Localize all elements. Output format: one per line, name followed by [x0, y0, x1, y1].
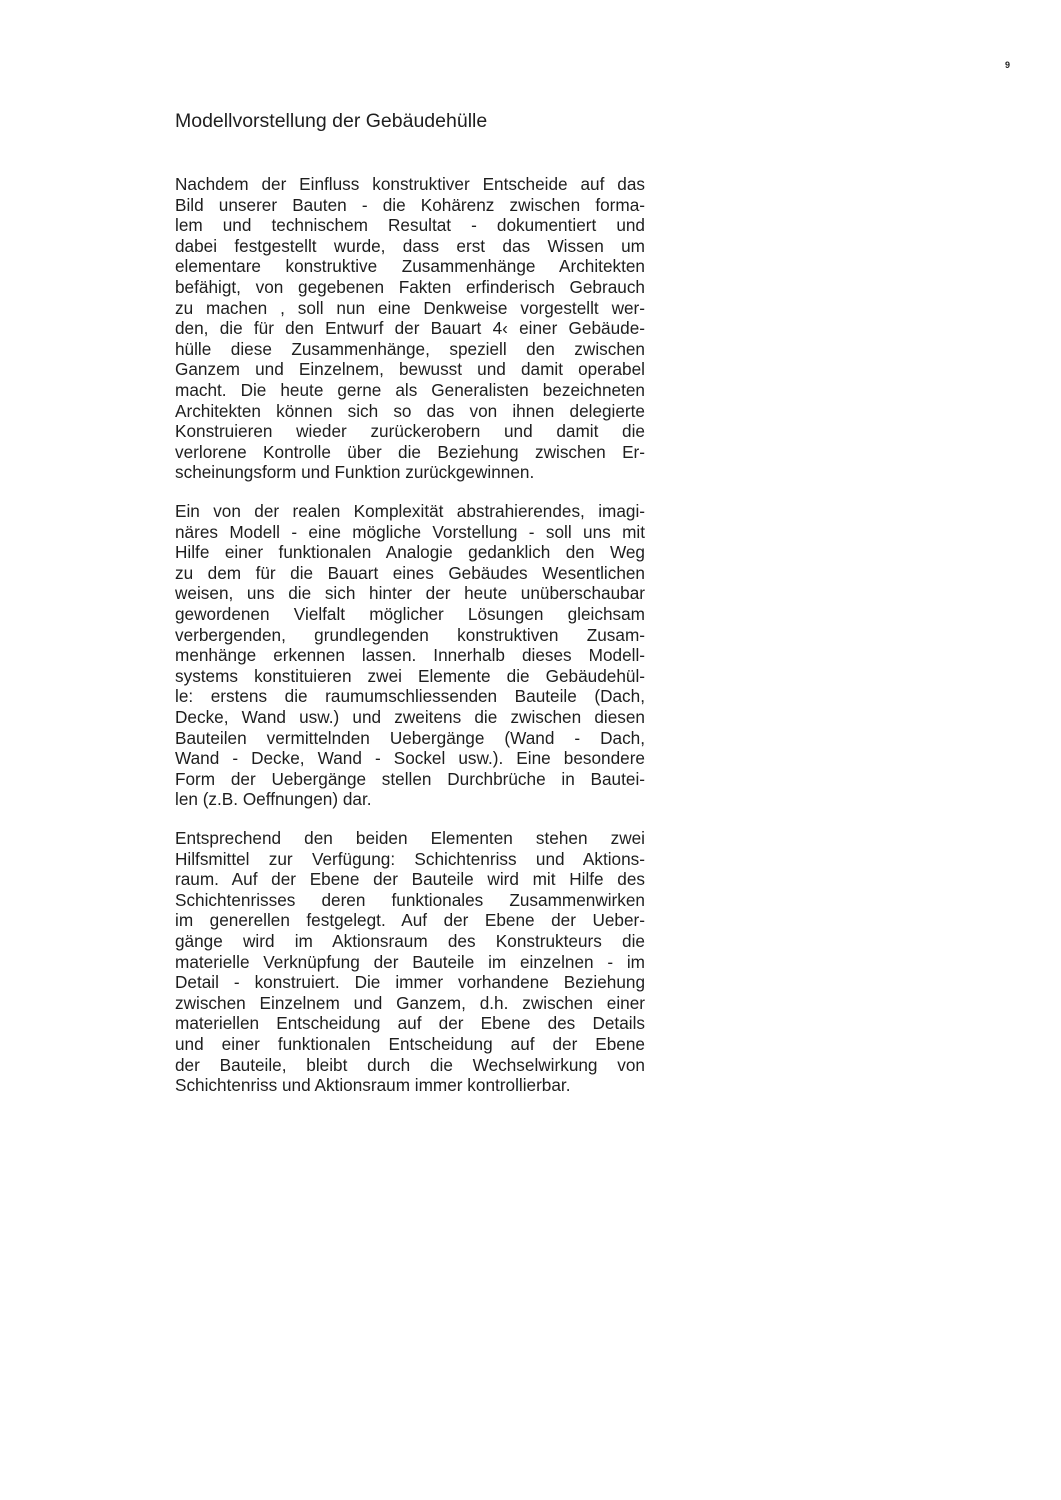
text-line: der Bauteile, bleibt durch die Wechselwirkung von	[175, 1054, 645, 1075]
text-line: systems konstituieren zwei Elemente die Gebäudehül-	[175, 665, 645, 686]
text-line: Konstruieren wieder zurückerobern und damit die	[175, 421, 645, 442]
text-line: näres Modell - eine mögliche Vorstellung - soll uns mit	[175, 521, 645, 542]
text-line: zu dem für die Bauart eines Gebäudes Wesentlichen	[175, 562, 645, 583]
text-line: lem und technischem Resultat - dokumentiert und	[175, 215, 645, 236]
text-line: zu machen , soll nun eine Denkweise vorgestellt wer-	[175, 297, 645, 318]
text-line: im generellen festgelegt. Auf der Ebene der Ueber-	[175, 910, 645, 931]
text-line: Ein von der realen Komplexität abstrahierendes, imagi-	[175, 501, 645, 521]
text-line: scheinungsform und Funktion zurückgewinnen.	[175, 462, 535, 483]
page-number: 9	[1005, 60, 1011, 70]
text-line: verbergenden, grundlegenden konstruktiven Zusam-	[175, 624, 645, 645]
text-line: verlorene Kontrolle über die Beziehung zwischen Er-	[175, 441, 645, 462]
text-line: den, die für den Entwurf der Bauart 4‹ einer Gebäude-	[175, 318, 645, 339]
page-title: Modellvorstellung der Gebäudehülle	[175, 110, 488, 132]
text-line: zwischen Einzelnem und Ganzem, d.h. zwischen einer	[175, 992, 645, 1013]
paragraph-1	[175, 174, 645, 483]
text-line: Bild unserer Bauten - die Kohärenz zwischen forma-	[175, 194, 645, 215]
text-line: materiellen Entscheidung auf der Ebene des Details	[175, 1013, 645, 1034]
text-line: Hilfe einer funktionalen Analogie gedanklich den Weg	[175, 542, 645, 563]
text-line: Decke, Wand usw.) und zweitens die zwischen diesen	[175, 706, 645, 727]
text-line: Architekten können sich so das von ihnen delegierte	[175, 400, 645, 421]
text-line: Schichtenrisses deren funktionales Zusammenwirken	[175, 889, 645, 910]
paragraph-3	[175, 828, 645, 1096]
text-line: macht. Die heute gerne als Generalisten bezeichneten	[175, 379, 645, 400]
text-line: Nachdem der Einfluss konstruktiver Entscheide auf das	[175, 174, 645, 194]
text-line: Schichtenriss und Aktionsraum immer kontrollierbar.	[175, 1075, 571, 1096]
text-line: hülle diese Zusammenhänge, speziell den zwischen	[175, 338, 645, 359]
text-line: weisen, uns die sich hinter der heute unüberschaubar	[175, 583, 645, 604]
text-line: materielle Verknüpfung der Bauteile im einzelnen - im	[175, 951, 645, 972]
text-line: Entsprechend den beiden Elementen stehen zwei	[175, 828, 645, 848]
text-line: Form der Uebergänge stellen Durchbrüche in Bautei-	[175, 768, 645, 789]
text-line: und einer funktionalen Entscheidung auf der Ebene	[175, 1033, 645, 1054]
text-line: Hilfsmittel zur Verfügung: Schichtenriss und Aktions-	[175, 848, 645, 869]
text-line: len (z.B. Oeffnungen) dar.	[175, 789, 372, 810]
text-line: gänge wird im Aktionsraum des Konstrukteurs die	[175, 930, 645, 951]
text-line: menhänge erkennen lassen. Innerhalb dieses Modell-	[175, 645, 645, 666]
text-line: Ganzem und Einzelnem, bewusst und damit operabel	[175, 359, 645, 380]
text-line: Wand - Decke, Wand - Sockel usw.). Eine besondere	[175, 748, 645, 769]
text-line: Detail - konstruiert. Die immer vorhandene Beziehung	[175, 972, 645, 993]
text-line: Bauteilen vermittelnden Uebergänge (Wand - Dach,	[175, 727, 645, 748]
text-line: dabei festgestellt wurde, dass erst das Wissen um	[175, 235, 645, 256]
text-line: elementare konstruktive Zusammenhänge Architekten	[175, 256, 645, 277]
text-line: befähigt, von gegebenen Fakten erfinderisch Gebrauch	[175, 276, 645, 297]
text-line: le: erstens die raumumschliessenden Bauteile (Dach,	[175, 686, 645, 707]
paragraph-2	[175, 501, 645, 810]
text-line: gewordenen Vielfalt möglicher Lösungen gleichsam	[175, 603, 645, 624]
text-line: raum. Auf der Ebene der Bauteile wird mit Hilfe des	[175, 869, 645, 890]
